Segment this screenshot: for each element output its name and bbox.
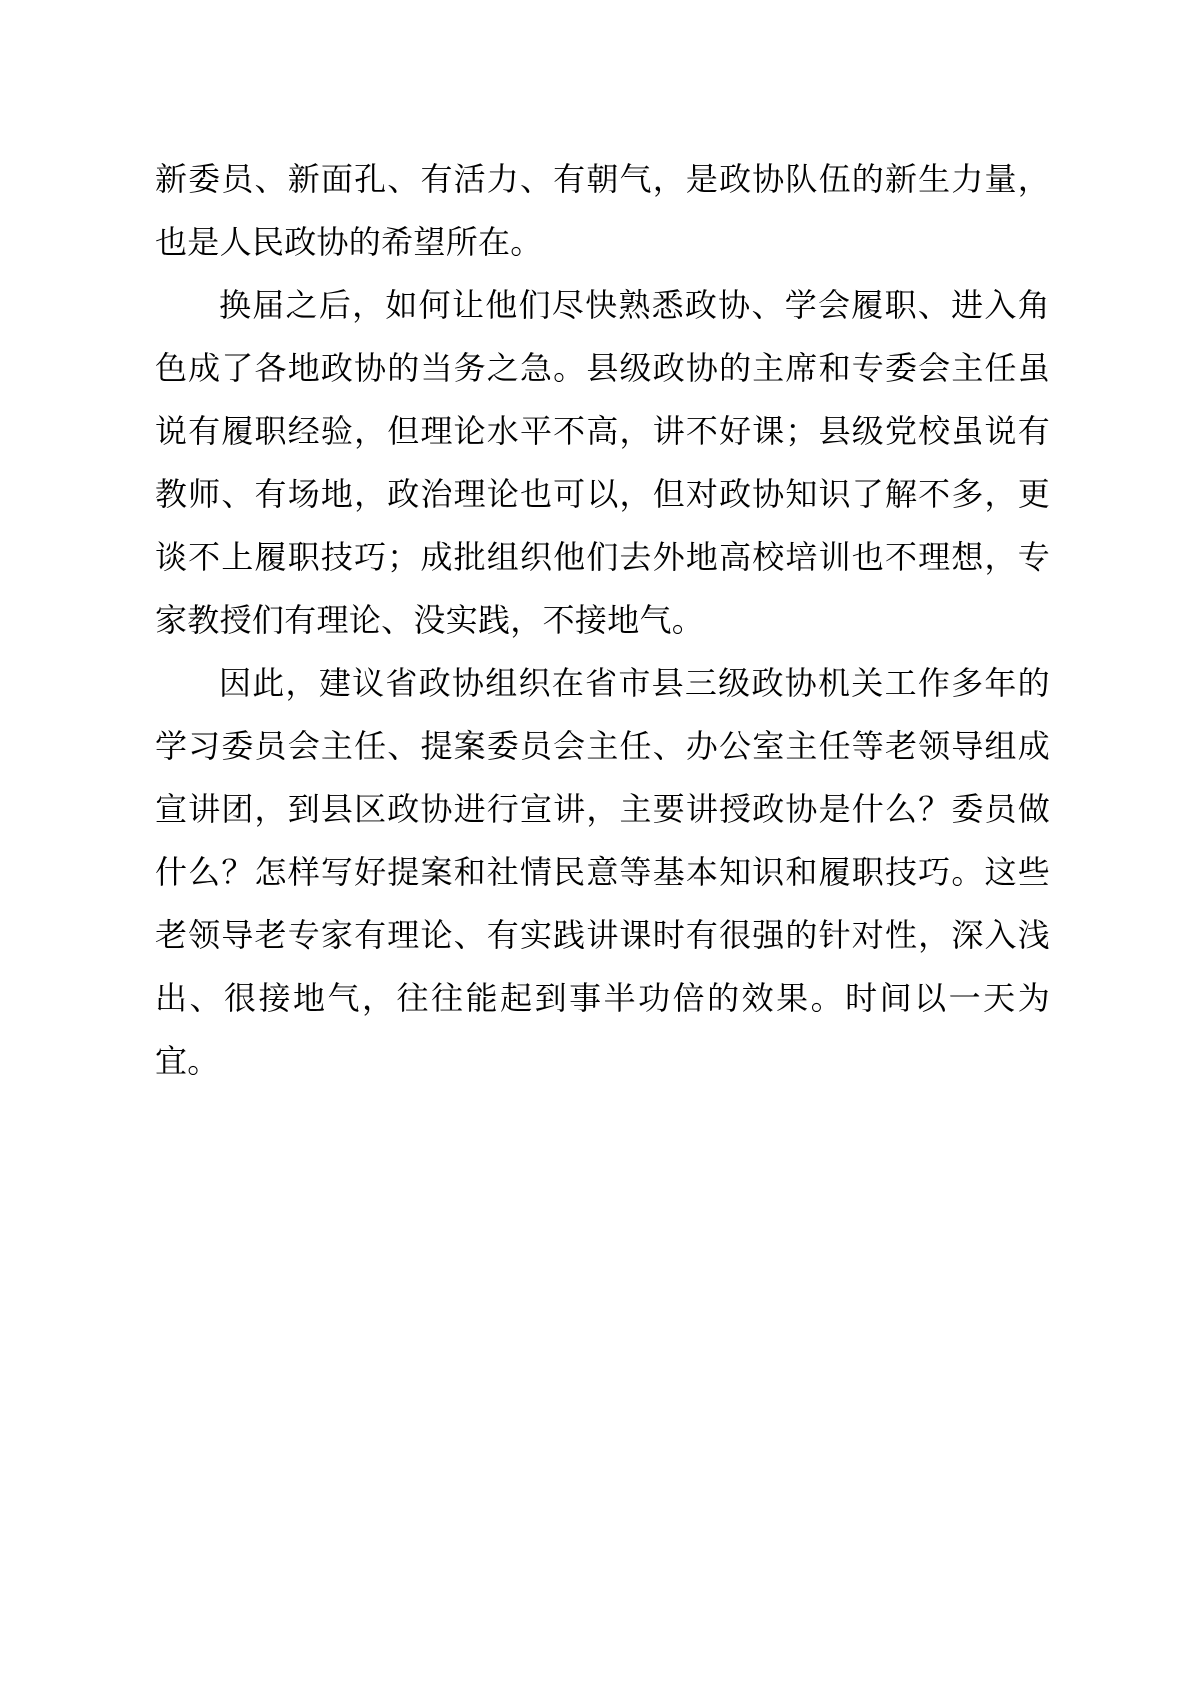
paragraph-3: 因此，建议省政协组织在省市县三级政协机关工作多年的学习委员会主任、提案委员会主任、办公室主任等老领导组成宣讲团，到县区政协进行宣讲，主要讲授政协是什么？委员做什么？怎样写好提案和社情民意等基本知识和履职技巧。这些老领导老专家有理论、有实践讲课时有很强的针对性，深入浅出、很接地气，往往能起到事半功倍的效果。时间以一天为宜。 [155,664,1050,1080]
document-page [155,148,1050,1093]
paragraph-2: 换届之后，如何让他们尽快熟悉政协、学会履职、进入角色成了各地政协的当务之急。县级政协的主席和专委会主任虽说有履职经验，但理论水平不高，讲不好课；县级党校虽说有教师、有场地，政治理论也可以，但对政协知识了解不多，更谈不上履职技巧；成批组织他们去外地高校培训也不理想，专家教授们有理论、没实践，不接地气。 [155,286,1050,639]
paragraph-1: 新委员、新面孔、有活力、有朝气，是政协队伍的新生力量，也是人民政协的希望所在。 [155,160,1050,261]
